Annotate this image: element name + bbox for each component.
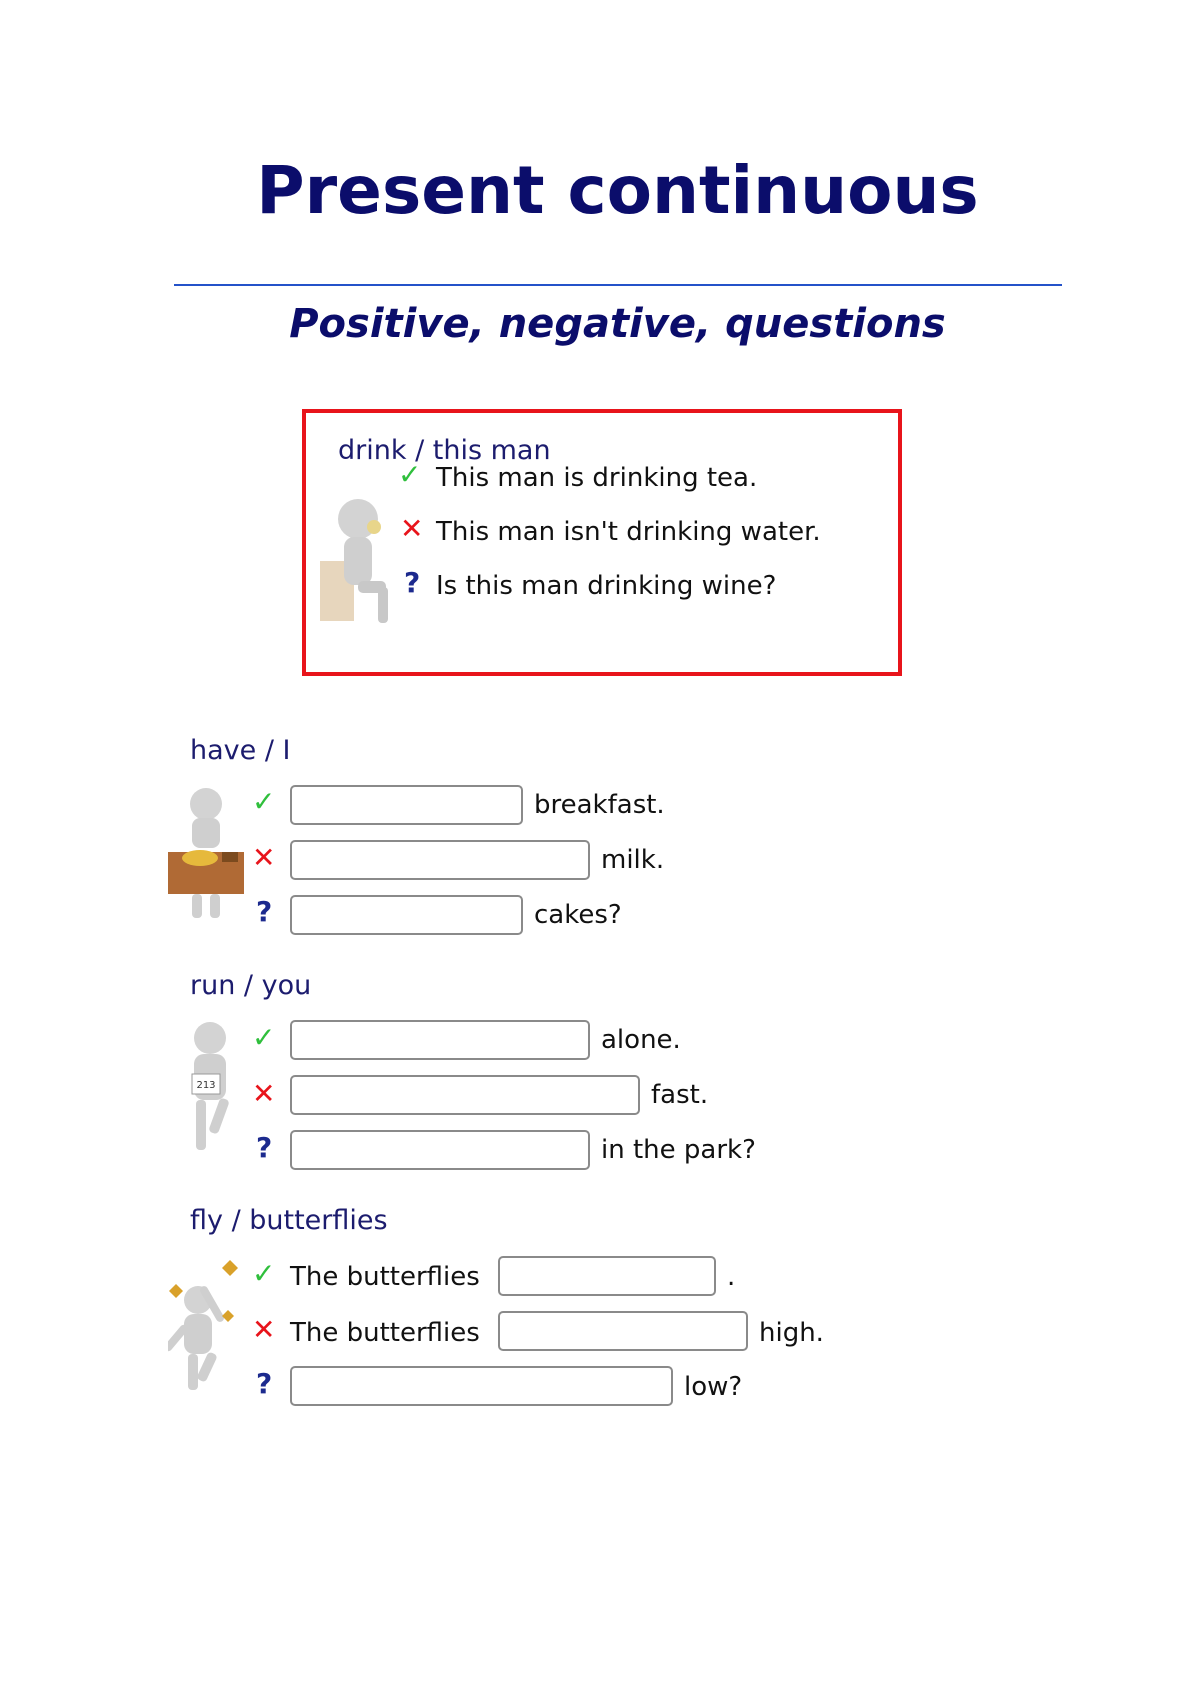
example-negative: This man isn't drinking water. <box>436 517 821 547</box>
cross-icon: ✕ <box>252 1077 276 1110</box>
example-question: Is this man drinking wine? <box>436 571 777 601</box>
question-icon: ? <box>256 895 273 928</box>
exercise-1-question-input[interactable] <box>290 895 523 935</box>
exercise-1-positive-input[interactable] <box>290 785 523 825</box>
exercise-3-question-tail: low? <box>684 1372 743 1402</box>
check-icon: ✓ <box>252 1021 276 1054</box>
exercise-2-positive-input[interactable] <box>290 1020 590 1060</box>
exercise-2-positive-tail: alone. <box>601 1025 681 1055</box>
cross-icon: ✕ <box>252 1313 276 1346</box>
question-icon: ? <box>256 1131 273 1164</box>
person-with-butterflies-figure <box>168 1256 248 1396</box>
title-divider <box>174 284 1062 286</box>
exercise-2-negative-input[interactable] <box>290 1075 640 1115</box>
exercise-1-negative-input[interactable] <box>290 840 590 880</box>
page-subtitle: Positive, negative, questions <box>289 301 946 347</box>
exercise-2-question-tail: in the park? <box>601 1135 756 1165</box>
cross-icon: ✕ <box>400 512 424 545</box>
question-icon: ? <box>404 566 421 599</box>
runner-figure <box>178 1020 238 1154</box>
exercise-3-negative-input[interactable] <box>498 1311 748 1351</box>
exercise-2-negative-tail: fast. <box>651 1080 709 1110</box>
example-prompt: drink / this man <box>338 435 551 466</box>
cross-icon: ✕ <box>252 841 276 874</box>
exercise-3-negative-tail: high. <box>759 1318 824 1348</box>
question-icon: ? <box>256 1367 273 1400</box>
man-drinking-figure <box>318 491 398 631</box>
exercise-3-question-input[interactable] <box>290 1366 673 1406</box>
check-icon: ✓ <box>398 458 422 491</box>
exercise-1-question-tail: cakes? <box>534 900 622 930</box>
exercise-2-question-input[interactable] <box>290 1130 590 1170</box>
exercise-3-positive-lead: The butterflies <box>290 1262 480 1292</box>
example-box <box>302 409 902 676</box>
person-eating-breakfast-figure <box>168 786 244 922</box>
page-title: Present continuous <box>256 152 979 229</box>
exercise-2-prompt: run / you <box>190 970 312 1001</box>
check-icon: ✓ <box>252 785 276 818</box>
exercise-3-negative-lead: The butterflies <box>290 1318 480 1348</box>
runner-number: 213 <box>196 1080 216 1091</box>
exercise-3-positive-tail: . <box>727 1262 736 1292</box>
exercise-1-negative-tail: milk. <box>601 845 665 875</box>
exercise-3-prompt: fly / butterflies <box>190 1205 388 1236</box>
exercise-1-prompt: have / I <box>190 735 291 766</box>
exercise-3-positive-input[interactable] <box>498 1256 716 1296</box>
example-positive: This man is drinking tea. <box>436 463 758 493</box>
exercise-1-positive-tail: breakfast. <box>534 790 665 820</box>
check-icon: ✓ <box>252 1257 276 1290</box>
